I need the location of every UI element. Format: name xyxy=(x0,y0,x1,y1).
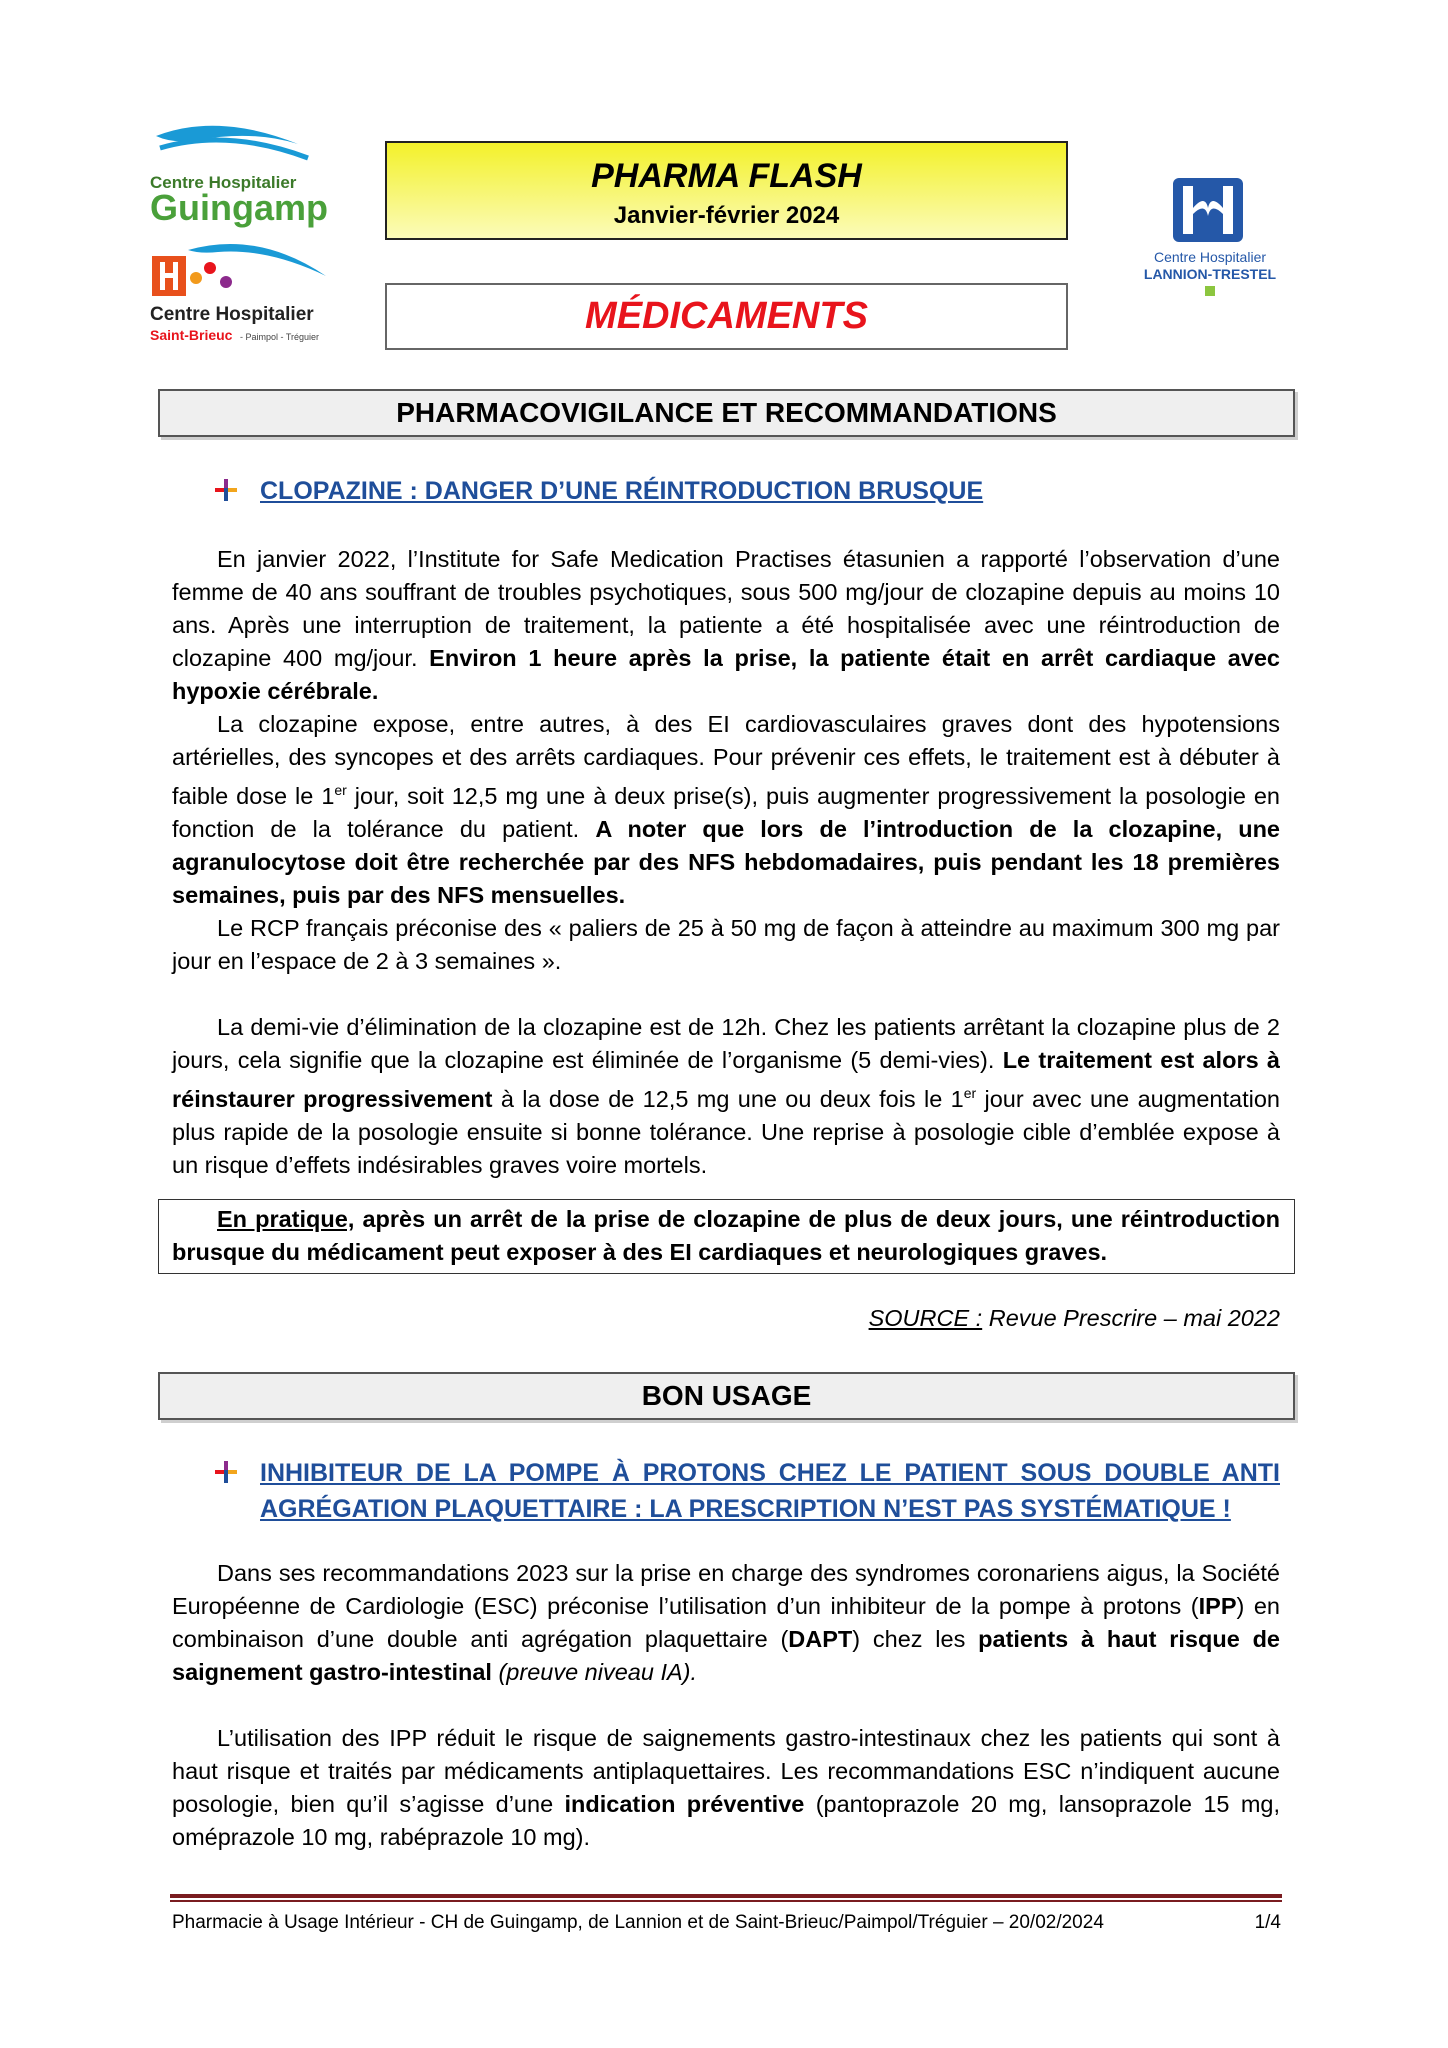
paragraph-bold: Environ 1 heure après la prise, la patiente était en arrêt cardiaque avec hypoxie cérébrale. xyxy=(172,645,1280,704)
pharma-flash-header xyxy=(385,141,1068,240)
paragraph-bold: DAPT xyxy=(788,1626,853,1652)
lannion-line1: Centre Hospitalier xyxy=(1153,249,1267,265)
footer-text: Pharmacie à Usage Intérieur - CH de Guingamp, de Lannion et de Saint-Brieuc/Paimpol/Tréguier – 20/02/2024 xyxy=(172,1912,1104,1933)
lannion-line2: LANNION-TRESTEL xyxy=(1143,266,1277,282)
practice-callout-text xyxy=(172,1203,1280,1269)
source-label: SOURCE : xyxy=(868,1305,983,1331)
paragraph-bold: indication préventive xyxy=(564,1791,805,1817)
article-heading-clozapine xyxy=(218,473,1280,509)
paragraph-bold: IPP xyxy=(1198,1593,1237,1619)
paragraph-text: à la dose de 12,5 mg une ou deux fois le 1 xyxy=(492,1085,964,1112)
bulletin-date: Janvier-février 2024 xyxy=(613,202,840,229)
superscript: er xyxy=(963,1084,977,1101)
lannion-hands-icon xyxy=(1135,172,1285,312)
source-citation xyxy=(869,1305,1280,1332)
section-title-pharmacovigilance: PHARMACOVIGILANCE ET RECOMMANDATIONS xyxy=(158,389,1295,437)
paragraph-text: Dans ses recommandations 2023 sur la prise en charge des syndromes coronariens aigus, la Société Européenne de Cardiologie (ESC) préconise l’utilisation d’un inhibiteur de la pompe à protons ( xyxy=(172,1560,1280,1619)
paragraph-text: jour avec une augmentation plus rapide de la posologie ensuite si bonne tolérance. Une reprise à posologie cible d’emblée expose à un risque d’effets indésirables graves voire mortels. xyxy=(172,1085,1280,1178)
paragraph-text: L’utilisation des IPP réduit le risque de saignements gastro-intestinaux chez les patients qui sont à haut risque et traités par médicaments antiplaquettaires. Les recommandations ESC n’indiquent aucune posologie, bien qu’il s’agisse d’une xyxy=(172,1725,1280,1817)
stbrieuc-line1: Centre Hospitalier xyxy=(150,304,314,325)
bullet-cross-icon xyxy=(215,1461,237,1483)
bulletin-title: PHARMA FLASH xyxy=(591,157,862,195)
category-title: MÉDICAMENTS xyxy=(585,295,868,337)
page-number: 1/4 xyxy=(1254,1912,1281,1933)
paragraph-bold: patients à haut risque de saignement gastro-intestinal xyxy=(172,1626,1280,1685)
paragraph-text: (pantoprazole 20 mg, lansoprazole 15 mg, oméprazole 10 mg, rabéprazole 10 mg). xyxy=(172,1791,1280,1850)
article-body-clozapine xyxy=(172,543,1280,1182)
paragraph-text: La demi-vie d’élimination de la clozapine est de 12h. Chez les patients arrêtant la clozapine plus de 2 jours, cela signifie que la clozapine est éliminée de l’organisme (5 demi-vies). xyxy=(172,1013,1280,1073)
stbrieuc-line3: - Paimpol - Tréguier xyxy=(240,332,320,342)
practice-text: après un arrêt de la prise de clozapine de plus de deux jours, une réintroduction brusque du médicament peut exposer à des EI cardiaques et neurologiques graves. xyxy=(172,1206,1281,1265)
saint-brieuc-h-icon xyxy=(148,238,333,348)
paragraph-text: ) en combinaison d’une double anti agrégation plaquettaire ( xyxy=(172,1593,1280,1652)
guingamp-line1: Centre Hospitalier xyxy=(150,173,297,192)
guingamp-line2: Guingamp xyxy=(150,187,328,228)
paragraph xyxy=(172,1722,1280,1854)
paragraph xyxy=(172,1011,1280,1182)
paragraph-text: Le RCP français préconise des « paliers de 25 à 50 mg de façon à atteindre au maximum 300 mg par jour en l’espace de 2 à 3 semaines ». xyxy=(172,914,1280,974)
bullet-cross-icon xyxy=(215,479,237,501)
paragraph-bold: Le traitement est alors à réinstaurer progressivement xyxy=(172,1046,1280,1112)
paragraph xyxy=(172,708,1280,912)
practice-label: En pratique, xyxy=(217,1206,355,1232)
guingamp-wave-icon xyxy=(148,118,328,238)
article-heading-text: CLOPAZINE : DANGER D’UNE RÉINTRODUCTION BRUSQUE xyxy=(260,477,984,505)
stbrieuc-line2: Saint-Brieuc xyxy=(150,327,233,343)
paragraph xyxy=(172,912,1280,978)
paragraph-text: ) chez les xyxy=(852,1626,979,1652)
paragraph-text: La clozapine expose, entre autres, à des EI cardiovasculaires graves dont des hypotensions artérielles, des syncopes et des arrêts cardiaques. Pour prévenir ces effets, le traitement est à débuter à faible dose le 1 xyxy=(172,711,1280,809)
category-box xyxy=(385,283,1068,350)
footer-rule-thin xyxy=(170,1900,1282,1902)
article-heading-ipp xyxy=(218,1455,1280,1527)
footer-rule xyxy=(170,1894,1282,1898)
source-text: Revue Prescrire – mai 2022 xyxy=(982,1305,1280,1331)
paragraph xyxy=(172,543,1280,708)
logo-ch-lannion-trestel xyxy=(1135,172,1285,312)
logo-ch-saint-brieuc xyxy=(148,238,333,348)
paragraph-bold: A noter que lors de l’introduction de la clozapine, une agranulocytose doit être recherchée par des NFS hebdomadaires, puis pendant les 18 premières semaines, puis par des NFS mensuelles. xyxy=(172,815,1280,908)
paragraph-text: jour, soit 12,5 mg une à deux prise(s), puis augmenter progressivement la posologie en fonction de la tolérance du patient. xyxy=(172,782,1280,842)
paragraph-italic: (preuve niveau IA). xyxy=(491,1659,698,1685)
superscript: er xyxy=(334,782,347,798)
article-heading-text: INHIBITEUR DE LA POMPE À PROTONS CHEZ LE PATIENT SOUS DOUBLE ANTI AGRÉGATION PLAQUETTAIRE : LA PRESCRIPTION N’EST PAS SYSTÉMATIQUE ! xyxy=(260,1459,1280,1523)
article-body-ipp xyxy=(172,1557,1280,1854)
paragraph-text: En janvier 2022, l’Institute for Safe Medication Practises étasunien a rapporté l’observation d’une femme de 40 ans souffrant de troubles psychotiques, sous 500 mg/jour de clozapine depuis au moins 10 ans. Après une interruption de traitement, la patiente a été hospitalisée avec une réintroduction de clozapine 400 mg/jour. xyxy=(172,546,1280,671)
section-title-bon-usage: BON USAGE xyxy=(158,1372,1295,1420)
logo-ch-guingamp xyxy=(148,118,328,238)
paragraph xyxy=(172,1557,1280,1689)
